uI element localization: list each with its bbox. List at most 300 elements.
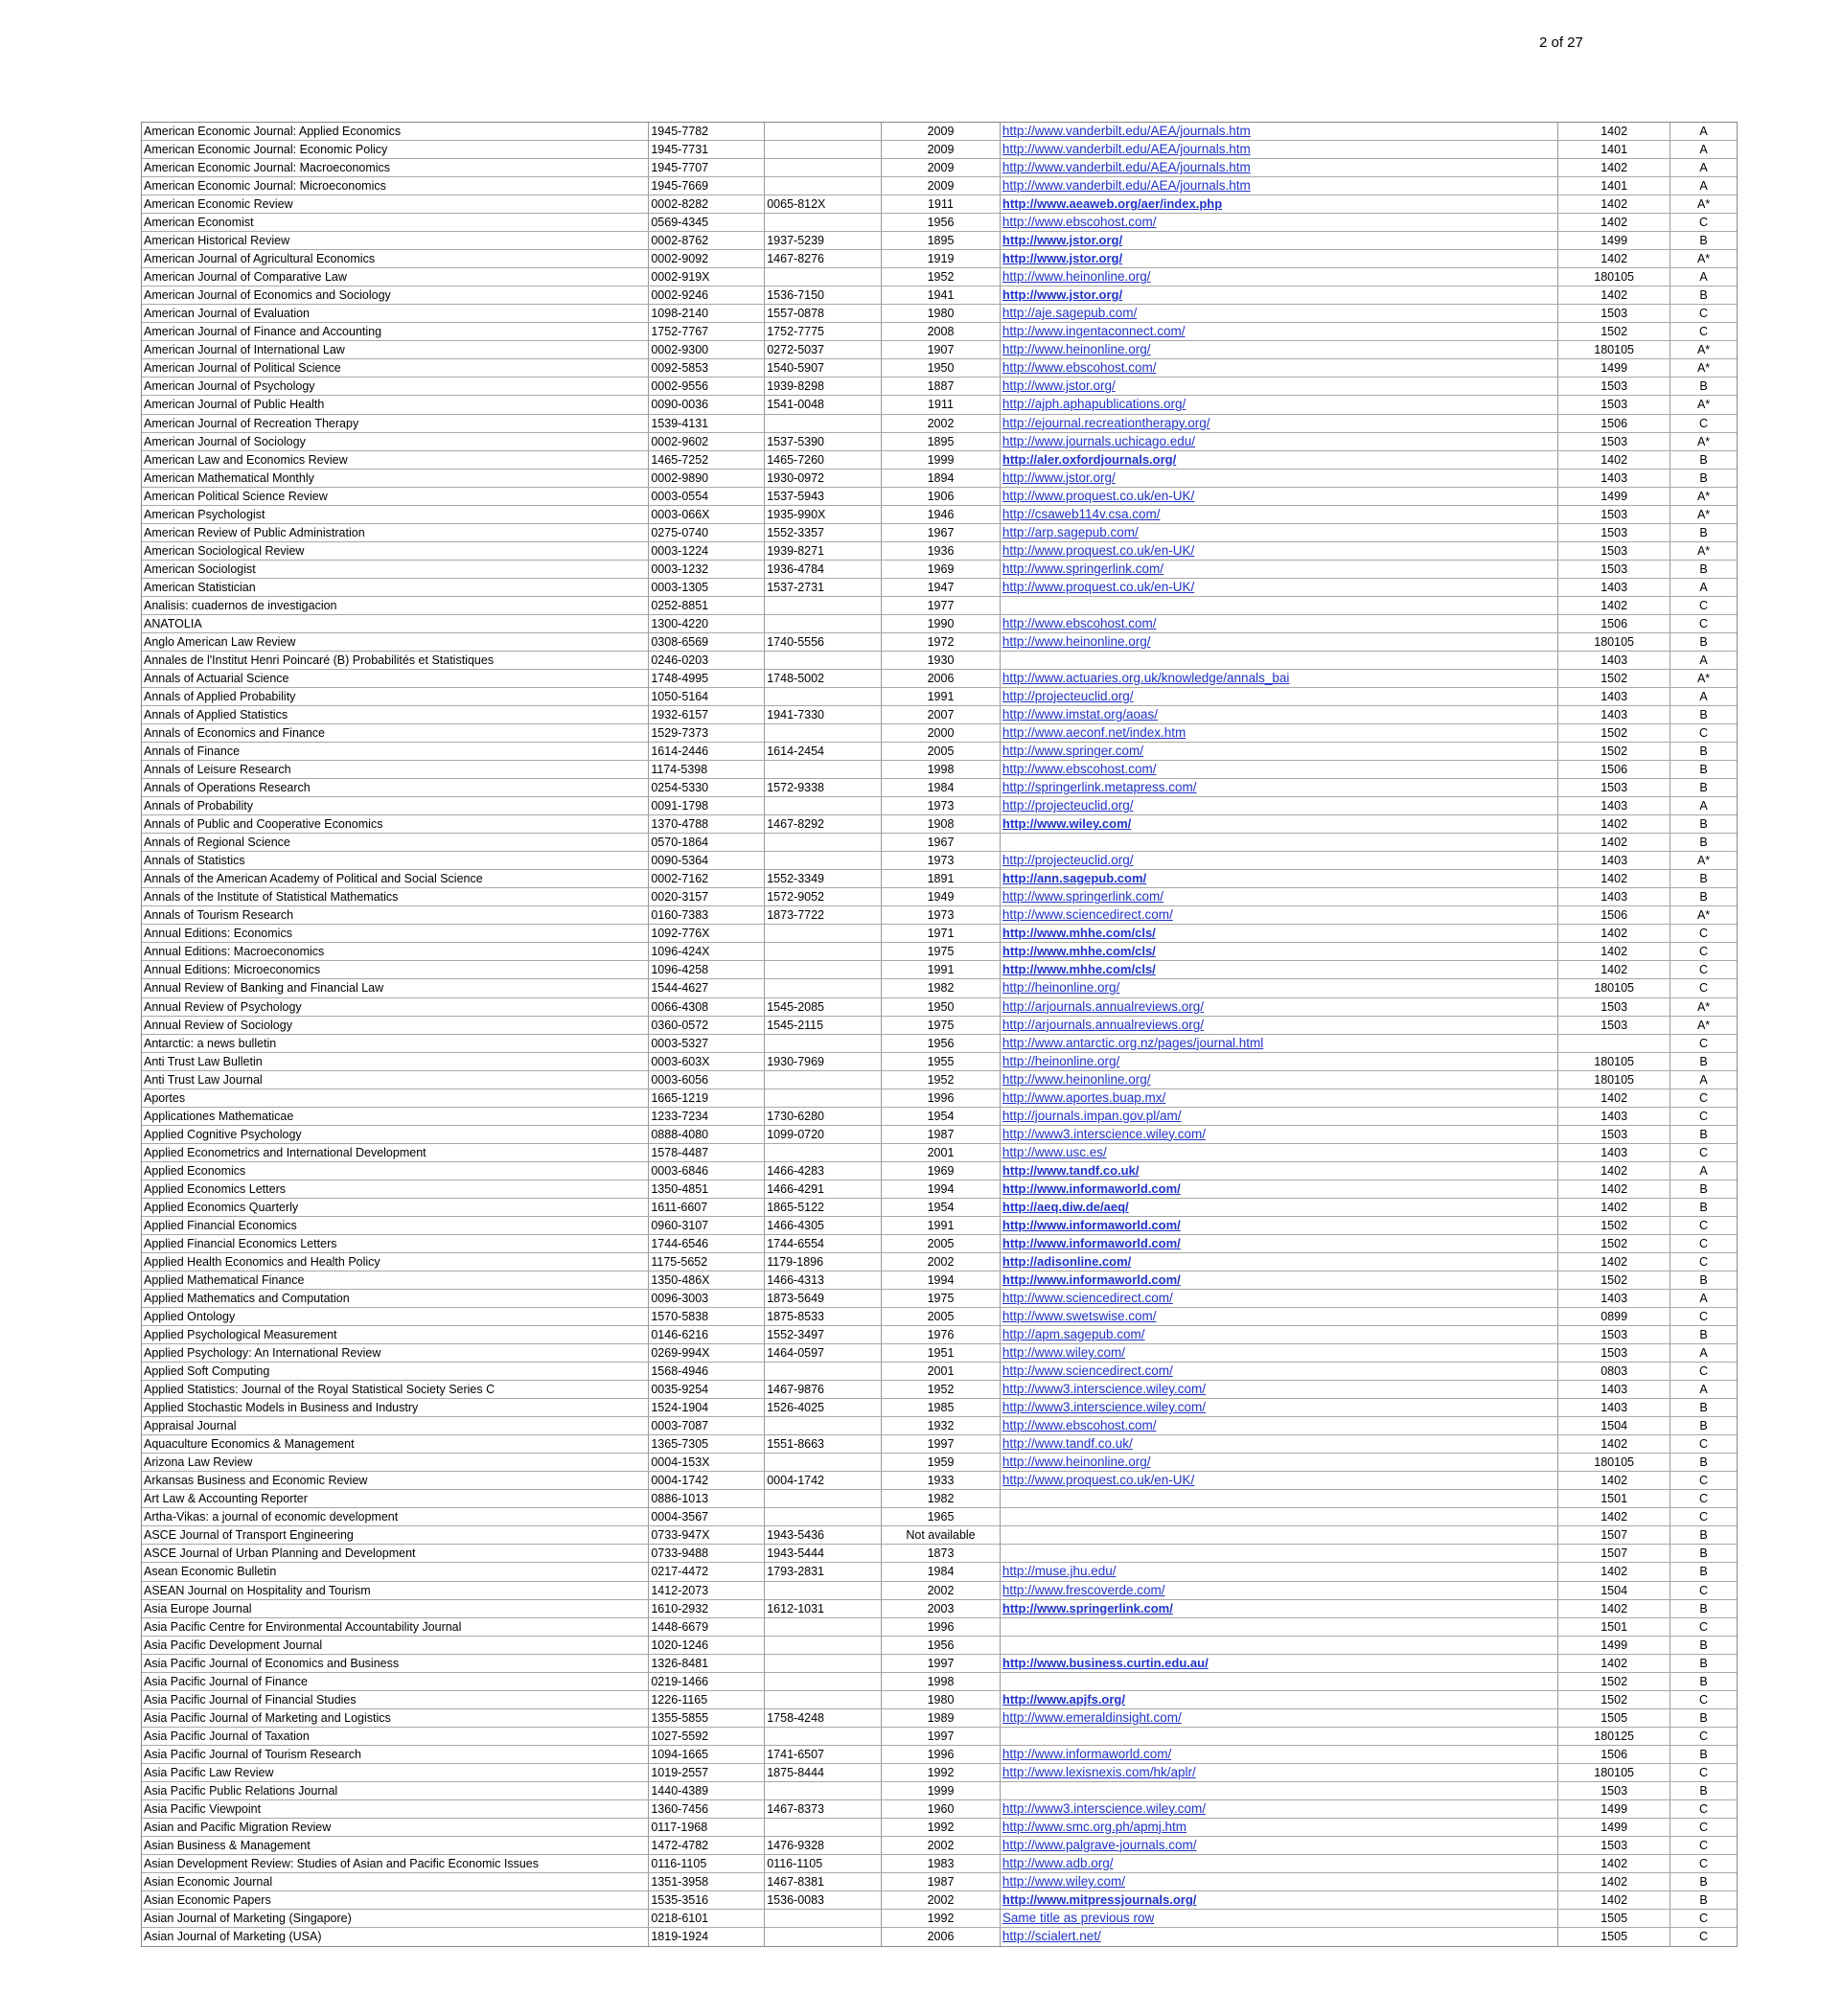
- url-cell[interactable]: [1001, 1217, 1558, 1234]
- rank-cell: C: [1699, 963, 1709, 977]
- eissn-cell: 1466-4313: [765, 1271, 882, 1289]
- url-cell[interactable]: [1001, 1308, 1558, 1325]
- journal-link[interactable]: http://projecteuclid.org/: [1002, 688, 1134, 703]
- url-cell[interactable]: [1001, 961, 1558, 978]
- year-cell: 1952: [882, 268, 1001, 286]
- journal-link[interactable]: http://www.springerlink.com/: [1002, 889, 1163, 905]
- url-cell[interactable]: [1001, 797, 1558, 814]
- eissn-cell: 1551-8663: [765, 1435, 882, 1453]
- journal-link[interactable]: http://www.proquest.co.uk/en-UK/: [1002, 542, 1195, 558]
- journal-link[interactable]: http://journals.impan.gov.pl/am/: [1002, 1108, 1182, 1123]
- table-row: [142, 1490, 1737, 1508]
- issn-cell: 0002-7162: [649, 870, 765, 887]
- journal-link[interactable]: http://www.smc.org.ph/apmj.htm: [1002, 1819, 1186, 1834]
- journal-link[interactable]: http://ejournal.recreationtherapy.org/: [1002, 415, 1210, 430]
- url-cell[interactable]: [1001, 1235, 1558, 1252]
- journal-link[interactable]: http://www.heinonline.org/: [1002, 269, 1151, 285]
- journal-link[interactable]: http://www.frescoverde.com/: [1002, 1582, 1165, 1597]
- url-cell[interactable]: [1001, 1162, 1558, 1180]
- journal-link[interactable]: http://www.informaworld.com/: [1002, 1271, 1181, 1287]
- issn-cell: 1539-4131: [649, 415, 765, 432]
- journal-link[interactable]: http://www.mhhe.com/cls/: [1002, 944, 1156, 959]
- journal-title-cell: Asia Pacific Centre for Environmental Accountability Journal: [142, 1618, 649, 1636]
- table-row: [142, 1162, 1737, 1180]
- url-cell[interactable]: [1001, 1417, 1558, 1434]
- year-cell: 2002: [882, 1891, 1001, 1909]
- eissn-cell: 1545-2085: [765, 998, 882, 1016]
- journal-link[interactable]: http://www.tandf.co.uk/: [1002, 1162, 1140, 1178]
- journal-link[interactable]: http://www.adb.org/: [1002, 1855, 1114, 1870]
- eissn-cell: 1943-5444: [765, 1545, 882, 1562]
- url-cell[interactable]: [1001, 159, 1558, 176]
- eissn-cell: 1552-3357: [765, 524, 882, 541]
- eissn-cell: 1465-7260: [765, 451, 882, 469]
- url-cell[interactable]: [1001, 615, 1558, 632]
- rank-cell: B: [1699, 1638, 1708, 1652]
- journal-link[interactable]: http://www.mhhe.com/cls/: [1002, 962, 1156, 977]
- journal-link[interactable]: Same title as previous row: [1002, 1911, 1155, 1926]
- issn-cell: 1932-6157: [649, 706, 765, 723]
- for-code-cell: 1402: [1558, 1563, 1670, 1580]
- journal-link[interactable]: http://www.proquest.co.uk/en-UK/: [1002, 579, 1195, 594]
- journal-link[interactable]: http://www.vanderbilt.edu/AEA/journals.htm: [1002, 124, 1251, 138]
- journal-title-cell: American Journal of Evaluation: [142, 305, 649, 322]
- table-row: [142, 906, 1737, 925]
- issn-cell: 0569-4345: [649, 214, 765, 231]
- issn-cell: 0092-5853: [649, 359, 765, 377]
- eissn-cell: [765, 761, 882, 778]
- url-cell[interactable]: [1001, 1363, 1558, 1380]
- issn-cell: 1529-7373: [649, 724, 765, 742]
- journal-title-cell: American Political Science Review: [142, 488, 649, 505]
- url-cell[interactable]: [1001, 305, 1558, 322]
- journal-link[interactable]: http://www.aeaweb.org/aer/index.php: [1002, 196, 1223, 212]
- journal-link[interactable]: http://www.proquest.co.uk/en-UK/: [1002, 488, 1195, 503]
- url-cell[interactable]: [1001, 1928, 1558, 1946]
- rank-cell: C: [1699, 1218, 1709, 1232]
- rank-cell: B: [1699, 452, 1708, 467]
- journal-link[interactable]: http://www.proquest.co.uk/en-UK/: [1002, 1473, 1195, 1488]
- for-code-cell: 1506: [1558, 415, 1670, 432]
- rank-cell: B: [1699, 1528, 1708, 1543]
- for-code-cell: 0803: [1558, 1363, 1670, 1380]
- year-cell: 1992: [882, 1764, 1001, 1781]
- for-code-cell: 1503: [1558, 1017, 1670, 1034]
- url-cell[interactable]: [1001, 123, 1558, 140]
- url-cell[interactable]: [1001, 488, 1558, 505]
- journal-link[interactable]: http://www.sciencedirect.com/: [1002, 1291, 1173, 1305]
- journal-link[interactable]: http://www.springerlink.com/: [1002, 1600, 1173, 1615]
- journal-link[interactable]: http://www.sciencedirect.com/: [1002, 907, 1173, 923]
- journal-title-cell: Asian Journal of Marketing (USA): [142, 1928, 649, 1946]
- url-cell[interactable]: [1001, 1089, 1558, 1107]
- url-cell[interactable]: [1001, 998, 1558, 1016]
- rank-cell: A: [1699, 143, 1708, 157]
- year-cell: 1975: [882, 1017, 1001, 1034]
- url-cell[interactable]: [1001, 815, 1558, 833]
- url-cell[interactable]: [1001, 670, 1558, 687]
- year-cell: 1955: [882, 1053, 1001, 1070]
- url-cell[interactable]: [1001, 1035, 1558, 1052]
- url-cell[interactable]: [1001, 524, 1558, 541]
- journal-link[interactable]: http://www.ebscohost.com/: [1002, 615, 1157, 630]
- for-code-cell: 1402: [1558, 815, 1670, 833]
- eissn-cell: [765, 1782, 882, 1799]
- year-cell: 1954: [882, 1199, 1001, 1216]
- issn-cell: 0090-5364: [649, 852, 765, 869]
- url-cell[interactable]: [1001, 451, 1558, 469]
- rank-cell: B: [1699, 1565, 1708, 1579]
- url-cell[interactable]: [1001, 1691, 1558, 1708]
- journal-link[interactable]: http://www.jstor.org/: [1002, 233, 1123, 248]
- journal-link[interactable]: http://www.wiley.com/: [1002, 1345, 1125, 1361]
- journal-title-cell: American Journal of Psychology: [142, 378, 649, 395]
- journal-link[interactable]: http://www.apjfs.org/: [1002, 1691, 1125, 1707]
- issn-cell: 0219-1466: [649, 1673, 765, 1690]
- table-row: [142, 250, 1737, 268]
- eissn-cell: 1541-0048: [765, 396, 882, 413]
- table-row: [142, 1764, 1737, 1782]
- journal-title-cell: Annals of Applied Probability: [142, 688, 649, 705]
- journal-link[interactable]: http://www.informaworld.com/: [1002, 1217, 1181, 1232]
- url-cell[interactable]: [1001, 888, 1558, 905]
- issn-cell: 1945-7669: [649, 177, 765, 195]
- journal-title-cell: American Journal of Recreation Therapy: [142, 415, 649, 432]
- year-cell: 1950: [882, 359, 1001, 377]
- rank-cell: C: [1699, 1838, 1709, 1852]
- journal-link[interactable]: http://muse.jhu.edu/: [1002, 1564, 1117, 1579]
- journal-title-cell: Annual Review of Psychology: [142, 998, 649, 1016]
- url-cell[interactable]: [1001, 706, 1558, 723]
- journal-link[interactable]: http://www.heinonline.org/: [1002, 1071, 1151, 1087]
- url-cell[interactable]: [1001, 1126, 1558, 1143]
- for-code-cell: 1502: [1558, 1691, 1670, 1708]
- journal-link[interactable]: http://www.jstor.org/: [1002, 251, 1123, 266]
- table-row: [142, 1381, 1737, 1399]
- url-cell[interactable]: [1001, 470, 1558, 487]
- journal-title-cell: Annals of Applied Statistics: [142, 706, 649, 723]
- eissn-cell: [765, 1089, 882, 1107]
- journal-link[interactable]: http://www.vanderbilt.edu/AEA/journals.htm: [1002, 142, 1251, 157]
- journal-link[interactable]: http://www.swetswise.com/: [1002, 1309, 1157, 1324]
- year-cell: 1980: [882, 305, 1001, 322]
- url-cell[interactable]: [1001, 1600, 1558, 1617]
- journal-link[interactable]: http://www.jstor.org/: [1002, 378, 1116, 394]
- journal-link[interactable]: http://www.journals.uchicago.edu/: [1002, 433, 1196, 448]
- eissn-cell: [765, 1071, 882, 1088]
- url-cell[interactable]: [1001, 743, 1558, 760]
- table-row: [142, 1782, 1737, 1800]
- journal-link[interactable]: http://aje.sagepub.com/: [1002, 306, 1138, 321]
- journal-link[interactable]: http://www.ingentaconnect.com/: [1002, 324, 1186, 339]
- url-cell[interactable]: [1001, 1108, 1558, 1125]
- journal-link[interactable]: http://www.palgrave-journals.com/: [1002, 1837, 1197, 1852]
- url-cell[interactable]: [1001, 1290, 1558, 1307]
- journal-link[interactable]: http://www.vanderbilt.edu/AEA/journals.htm: [1002, 160, 1251, 175]
- journal-link[interactable]: http://www.vanderbilt.edu/AEA/journals.htm: [1002, 178, 1251, 194]
- url-cell[interactable]: [1001, 396, 1558, 413]
- for-code-cell: 1403: [1558, 852, 1670, 869]
- url-cell[interactable]: [1001, 979, 1558, 997]
- journal-link[interactable]: http://www.antarctic.org.nz/pages/journal.html: [1002, 1035, 1264, 1050]
- journal-link[interactable]: http://www.tandf.co.uk/: [1002, 1436, 1133, 1452]
- journal-link[interactable]: http://www.informaworld.com/: [1002, 1746, 1172, 1761]
- journal-title-cell: Art Law & Accounting Reporter: [142, 1490, 649, 1507]
- url-cell[interactable]: [1001, 542, 1558, 560]
- page-number: 2 of 27: [1539, 34, 1583, 51]
- table-row: [142, 141, 1737, 159]
- journal-link[interactable]: http://csaweb114v.csa.com/: [1002, 506, 1161, 521]
- table-row: [142, 323, 1737, 341]
- for-code-cell: 180105: [1558, 1454, 1670, 1471]
- url-cell[interactable]: [1001, 1144, 1558, 1161]
- year-cell: 1996: [882, 1089, 1001, 1107]
- table-row: [142, 579, 1737, 597]
- url-cell[interactable]: [1001, 1399, 1558, 1416]
- rank-cell: B: [1699, 1893, 1708, 1908]
- url-cell[interactable]: [1001, 1344, 1558, 1362]
- journal-title-cell: American Journal of International Law: [142, 341, 649, 358]
- table-row: [142, 1637, 1737, 1655]
- url-cell[interactable]: [1001, 561, 1558, 578]
- url-cell[interactable]: [1001, 268, 1558, 286]
- url-cell[interactable]: [1001, 1253, 1558, 1271]
- url-cell[interactable]: [1001, 1746, 1558, 1763]
- journal-link[interactable]: http://www.ebscohost.com/: [1002, 762, 1157, 777]
- url-cell[interactable]: [1001, 1326, 1558, 1343]
- journal-link[interactable]: http://www.imstat.org/aoas/: [1002, 707, 1158, 722]
- issn-cell: 1175-5652: [649, 1253, 765, 1271]
- journal-title-cell: American Historical Review: [142, 232, 649, 249]
- journal-link[interactable]: http://www.actuaries.org.uk/knowledge/annals_bai: [1002, 670, 1290, 685]
- journal-link[interactable]: http://aeq.diw.de/aeq/: [1002, 1199, 1129, 1214]
- journal-link[interactable]: http://apm.sagepub.com/: [1002, 1327, 1145, 1342]
- journal-link[interactable]: http://www3.interscience.wiley.com/: [1002, 1126, 1206, 1141]
- journal-link[interactable]: http://www.wiley.com/: [1002, 1874, 1125, 1889]
- journal-link[interactable]: http://www.aportes.buap.mx/: [1002, 1089, 1166, 1105]
- url-cell[interactable]: [1001, 433, 1558, 450]
- year-cell: 2002: [882, 1837, 1001, 1854]
- rank-cell: B: [1699, 1601, 1708, 1615]
- table-row: [142, 1746, 1737, 1764]
- journal-link[interactable]: http://www3.interscience.wiley.com/: [1002, 1400, 1206, 1415]
- journal-link[interactable]: http://www.informaworld.com/: [1002, 1235, 1181, 1250]
- journal-link[interactable]: http://heinonline.org/: [1002, 980, 1120, 996]
- journal-link[interactable]: http://www.heinonline.org/: [1002, 342, 1151, 357]
- journal-link[interactable]: http://projecteuclid.org/: [1002, 798, 1134, 813]
- year-cell: 1965: [882, 1508, 1001, 1525]
- url-cell[interactable]: [1001, 925, 1558, 942]
- url-cell[interactable]: [1001, 724, 1558, 742]
- journal-link[interactable]: http://www.ebscohost.com/: [1002, 1418, 1157, 1433]
- journal-link[interactable]: http://www.business.curtin.edu.au/: [1002, 1655, 1209, 1670]
- url-cell[interactable]: [1001, 1071, 1558, 1088]
- rank-cell: B: [1699, 634, 1708, 649]
- issn-cell: 1226-1165: [649, 1691, 765, 1708]
- eissn-cell: 1614-2454: [765, 743, 882, 760]
- journal-link[interactable]: http://www.lexisnexis.com/hk/aplr/: [1002, 1764, 1196, 1779]
- url-cell[interactable]: [1001, 141, 1558, 158]
- journal-title-cell: American Economic Journal: Economic Policy: [142, 141, 649, 158]
- rank-cell: C: [1699, 1310, 1709, 1324]
- url-cell[interactable]: [1001, 1837, 1558, 1854]
- url-cell[interactable]: [1001, 323, 1558, 340]
- journal-link[interactable]: http://www.mitpressjournals.org/: [1002, 1892, 1197, 1908]
- for-code-cell: 1503: [1558, 561, 1670, 578]
- table-row: [142, 1618, 1737, 1637]
- issn-cell: 1094-1665: [649, 1746, 765, 1763]
- url-cell[interactable]: [1001, 250, 1558, 267]
- url-cell[interactable]: [1001, 943, 1558, 960]
- url-cell[interactable]: [1001, 1873, 1558, 1890]
- url-cell[interactable]: [1001, 195, 1558, 213]
- journal-table: [141, 122, 1738, 1947]
- url-cell[interactable]: [1001, 1910, 1558, 1927]
- issn-cell: 0002-9602: [649, 433, 765, 450]
- journal-link[interactable]: http://www.informaworld.com/: [1002, 1180, 1181, 1196]
- table-row: [142, 1017, 1737, 1035]
- eissn-cell: 1467-8381: [765, 1873, 882, 1890]
- url-cell[interactable]: [1001, 688, 1558, 705]
- journal-link[interactable]: http://scialert.net/: [1002, 1929, 1101, 1944]
- year-cell: 1997: [882, 1728, 1001, 1745]
- issn-cell: 1365-7305: [649, 1435, 765, 1453]
- url-cell[interactable]: [1001, 852, 1558, 869]
- year-cell: 1952: [882, 1071, 1001, 1088]
- url-cell[interactable]: [1001, 286, 1558, 304]
- table-row: [142, 378, 1737, 396]
- url-cell[interactable]: [1001, 1180, 1558, 1198]
- url-cell[interactable]: [1001, 1053, 1558, 1070]
- journal-title-cell: Asia Pacific Journal of Taxation: [142, 1728, 649, 1745]
- url-cell[interactable]: [1001, 1709, 1558, 1727]
- journal-link[interactable]: http://www.usc.es/: [1002, 1144, 1107, 1159]
- journal-link[interactable]: http://projecteuclid.org/: [1002, 853, 1134, 868]
- url-cell[interactable]: [1001, 1855, 1558, 1872]
- url-cell[interactable]: [1001, 1800, 1558, 1818]
- issn-cell: 0160-7383: [649, 906, 765, 924]
- url-cell[interactable]: [1001, 1199, 1558, 1216]
- url-cell[interactable]: [1001, 177, 1558, 195]
- url-cell[interactable]: [1001, 1563, 1558, 1580]
- journal-title-cell: Annals of Economics and Finance: [142, 724, 649, 742]
- eissn-cell: 1744-6554: [765, 1235, 882, 1252]
- url-cell[interactable]: [1001, 761, 1558, 778]
- journal-link[interactable]: http://arjournals.annualreviews.org/: [1002, 1017, 1205, 1032]
- rank-cell: B: [1699, 288, 1708, 303]
- issn-cell: 1096-424X: [649, 943, 765, 960]
- year-cell: 1967: [882, 834, 1001, 851]
- url-cell[interactable]: [1001, 341, 1558, 358]
- journal-link[interactable]: http://www3.interscience.wiley.com/: [1002, 1800, 1206, 1816]
- rank-cell: C: [1699, 1912, 1709, 1926]
- journal-link[interactable]: http://www.jstor.org/: [1002, 470, 1116, 485]
- rank-cell: A*: [1696, 543, 1711, 558]
- url-cell[interactable]: [1001, 359, 1558, 377]
- for-code-cell: 1504: [1558, 1582, 1670, 1599]
- rank-cell: C: [1699, 1583, 1709, 1597]
- journal-link[interactable]: http://ajph.aphapublications.org/: [1002, 397, 1186, 412]
- journal-link[interactable]: http://www.jstor.org/: [1002, 287, 1123, 303]
- for-code-cell: 1402: [1558, 943, 1670, 960]
- journal-link[interactable]: http://arjournals.annualreviews.org/: [1002, 998, 1205, 1014]
- year-cell: 1946: [882, 506, 1001, 523]
- url-cell[interactable]: [1001, 870, 1558, 887]
- url-cell[interactable]: [1001, 415, 1558, 432]
- url-cell[interactable]: [1001, 1891, 1558, 1909]
- journal-link[interactable]: http://springerlink.metapress.com/: [1002, 780, 1197, 795]
- url-cell[interactable]: [1001, 378, 1558, 395]
- journal-link[interactable]: http://www.wiley.com/: [1002, 816, 1132, 832]
- url-cell[interactable]: [1001, 1582, 1558, 1599]
- url-cell[interactable]: [1001, 506, 1558, 523]
- url-cell[interactable]: [1001, 779, 1558, 796]
- journal-link[interactable]: http://www.mhhe.com/cls/: [1002, 926, 1156, 941]
- journal-link[interactable]: http://adisonline.com/: [1002, 1253, 1132, 1269]
- url-cell[interactable]: [1001, 1472, 1558, 1489]
- rank-cell: C: [1699, 927, 1709, 941]
- year-cell: 1991: [882, 688, 1001, 705]
- url-cell[interactable]: [1001, 1819, 1558, 1836]
- journal-title-cell: Arkansas Business and Economic Review: [142, 1472, 649, 1489]
- journal-link[interactable]: http://www.springerlink.com/: [1002, 561, 1163, 576]
- url-cell[interactable]: [1001, 633, 1558, 651]
- url-cell[interactable]: [1001, 232, 1558, 249]
- url-cell[interactable]: [1001, 1017, 1558, 1034]
- journal-link[interactable]: http://aler.oxfordjournals.org/: [1002, 451, 1177, 467]
- eissn-cell: 1875-8444: [765, 1764, 882, 1781]
- for-code-cell: 1402: [1558, 925, 1670, 942]
- issn-cell: 1027-5592: [649, 1728, 765, 1745]
- url-cell[interactable]: [1001, 1381, 1558, 1398]
- url-cell[interactable]: [1001, 1271, 1558, 1289]
- url-cell[interactable]: [1001, 1764, 1558, 1781]
- url-cell[interactable]: [1001, 1454, 1558, 1471]
- journal-title-cell: Annales de l'Institut Henri Poincaré (B) Probabilités et Statistiques: [142, 652, 649, 669]
- journal-link[interactable]: http://www.heinonline.org/: [1002, 1455, 1151, 1470]
- journal-link[interactable]: http://www.ebscohost.com/: [1002, 360, 1157, 376]
- journal-link[interactable]: http://heinonline.org/: [1002, 1053, 1120, 1068]
- journal-link[interactable]: http://www.sciencedirect.com/: [1002, 1363, 1173, 1379]
- journal-link[interactable]: http://www.ebscohost.com/: [1002, 215, 1157, 230]
- journal-title-cell: Applied Economics: [142, 1162, 649, 1180]
- issn-cell: 0116-1105: [649, 1855, 765, 1872]
- url-cell[interactable]: [1001, 1655, 1558, 1672]
- year-cell: 1994: [882, 1271, 1001, 1289]
- journal-link[interactable]: http://www.emeraldinsight.com/: [1002, 1709, 1182, 1725]
- issn-cell: 1370-4788: [649, 815, 765, 833]
- journal-link[interactable]: http://www.aeconf.net/index.htm: [1002, 725, 1186, 741]
- rank-cell: B: [1699, 1272, 1708, 1287]
- journal-link[interactable]: http://ann.sagepub.com/: [1002, 871, 1147, 886]
- url-cell[interactable]: [1001, 214, 1558, 231]
- url-cell[interactable]: [1001, 1435, 1558, 1453]
- table-row: [142, 1180, 1737, 1199]
- rank-cell: A*: [1696, 854, 1711, 868]
- year-cell: 1999: [882, 451, 1001, 469]
- journal-link[interactable]: http://www3.interscience.wiley.com/: [1002, 1382, 1206, 1397]
- url-cell[interactable]: [1001, 906, 1558, 924]
- url-cell[interactable]: [1001, 579, 1558, 596]
- journal-link[interactable]: http://www.heinonline.org/: [1002, 633, 1151, 649]
- journal-link[interactable]: http://arp.sagepub.com/: [1002, 524, 1139, 539]
- table-row: [142, 1819, 1737, 1837]
- for-code-cell: 1403: [1558, 470, 1670, 487]
- issn-cell: 0096-3003: [649, 1290, 765, 1307]
- issn-cell: 1355-5855: [649, 1709, 765, 1727]
- journal-link[interactable]: http://www.springer.com/: [1002, 744, 1143, 759]
- for-code-cell: 1402: [1558, 1873, 1670, 1890]
